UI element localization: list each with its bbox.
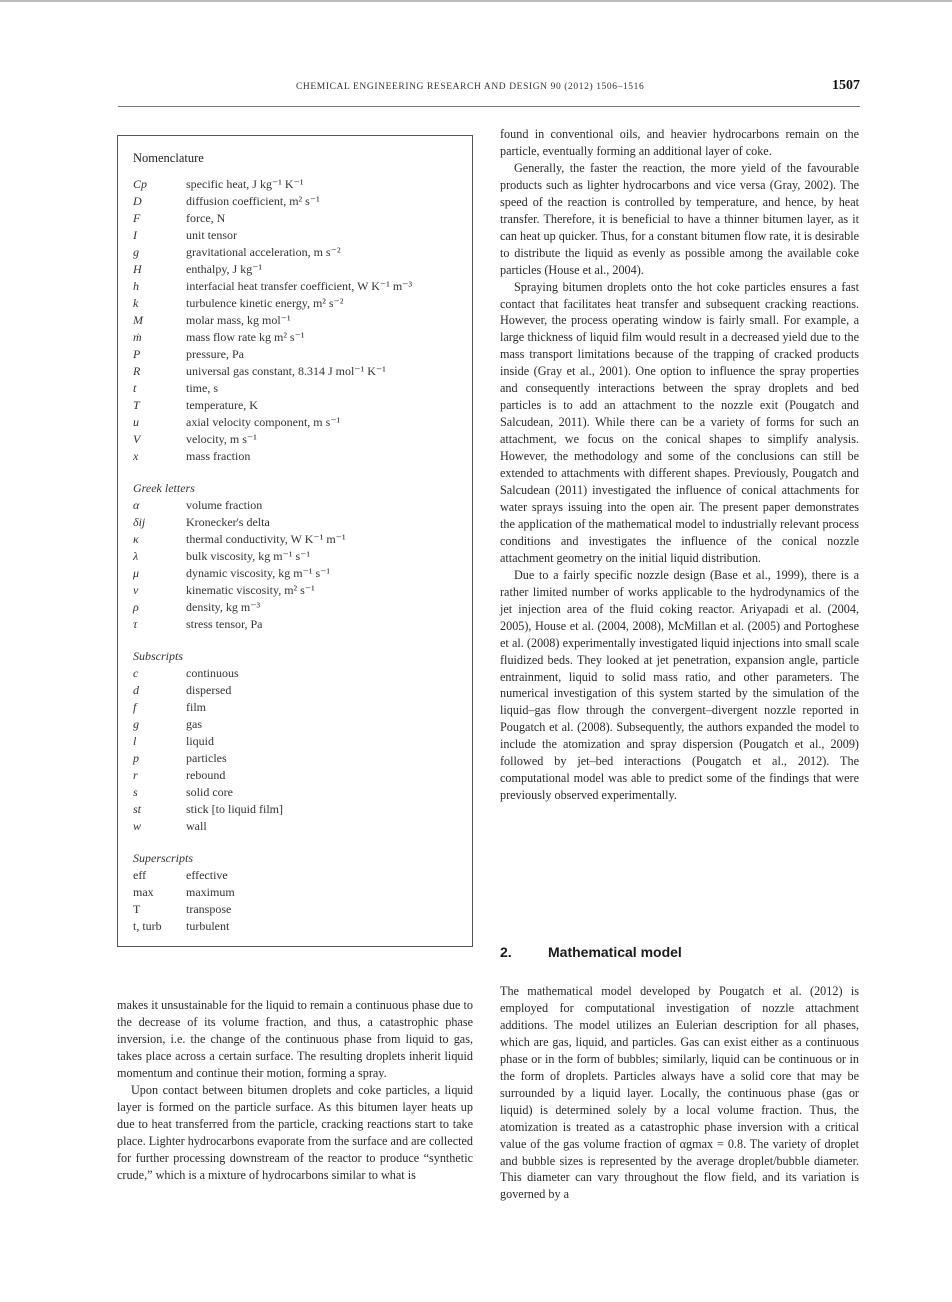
- nomenclature-definition: continuous: [186, 666, 239, 680]
- nomenclature-symbol: κ: [133, 532, 139, 546]
- nomenclature-definition: stick [to liquid film]: [186, 802, 283, 816]
- nomenclature-symbol: δij: [133, 515, 146, 529]
- page-number: 1507: [832, 78, 860, 93]
- nomenclature-definition: mass fraction: [186, 449, 251, 463]
- top-edge-line: [0, 0, 952, 2]
- nomenclature-entry: [118, 716, 472, 733]
- nomenclature-symbol: t: [133, 381, 137, 395]
- nomenclature-entry: [118, 431, 472, 448]
- nomenclature-symbol: w: [133, 819, 142, 833]
- left-column-text: [117, 997, 473, 1183]
- nomenclature-symbol: H: [133, 262, 142, 276]
- nomenclature-symbol: V: [133, 432, 141, 446]
- nomenclature-entry: [118, 565, 472, 582]
- nomenclature-definition: kinematic viscosity, m² s⁻¹: [186, 583, 315, 597]
- nomenclature-entry: [118, 261, 472, 278]
- nomenclature-entry: [118, 918, 472, 935]
- nomenclature-entry: [118, 329, 472, 346]
- nomenclature-entry: [118, 227, 472, 244]
- nomenclature-definition: unit tensor: [186, 228, 237, 242]
- nomenclature-symbol: g: [133, 245, 139, 259]
- nomenclature-definition: time, s: [186, 381, 218, 395]
- nomenclature-entry: [118, 210, 472, 227]
- nomenclature-entry: [118, 176, 472, 193]
- nomenclature-symbol: I: [133, 228, 137, 242]
- body-paragraph: Upon contact between bitumen droplets and coke particles, a liquid layer is formed on the particle surface. As this bitumen layer heats up due to heat transferred from the particle, cracking reactions start to take place. Lighter hydrocarbons evaporate from the surface and are collected for further processing downstream of the reactor to produce “synthetic crude,” which is a mixture of hydrocarbons similar to what is: [117, 1082, 473, 1182]
- nomenclature-definition: solid core: [186, 785, 233, 799]
- nomenclature-symbol: ṁ: [133, 330, 142, 344]
- body-paragraph: Due to a fairly specific nozzle design (Base et al., 1999), there is a rather limited number of works applicable to the hydrodynamics of the jet injection area of the fluid coking reactor. Ariyapadi et al. (2004, 2005), House et al. (2004, 2008), McMillan et al. (2005) and Portoghese et al. (2008) experimentally investigated liquid injections into small scale fluidized beds. They looked at jet penetration, expansion angle, particle entrainment, liquid to solid mass ratio, and other parameters. The numerical investigation of this system started by the simulation of the liquid–gas flow through the convergent–divergent nozzle reported in Pougatch et al. (2008). Subsequently, the authors expanded the model to include the atomization and spray dispersion (Pougatch et al., 2009) followed by jet–bed interactions (Pougatch et al., 2012). The computational model was able to predict some of the findings that were previously observed experimentally.: [500, 567, 859, 803]
- nomenclature-definition: mass flow rate kg m² s⁻¹: [186, 330, 305, 344]
- nomenclature-symbol: r: [133, 768, 138, 782]
- nomenclature-definition: specific heat, J kg⁻¹ K⁻¹: [186, 177, 304, 191]
- nomenclature-symbol: eff: [133, 868, 147, 882]
- nomenclature-symbol: P: [133, 347, 141, 361]
- nomenclature-definition: maximum: [186, 885, 235, 899]
- nomenclature-definition: thermal conductivity, W K⁻¹ m⁻¹: [186, 532, 346, 546]
- nomenclature-entry: [118, 901, 472, 918]
- right-column-text: [500, 126, 859, 804]
- nomenclature-entry: [118, 750, 472, 767]
- nomenclature-definition: liquid: [186, 734, 215, 748]
- nomenclature-entry: [118, 380, 472, 397]
- nomenclature-entry: [118, 278, 472, 295]
- nomenclature-definition: temperature, K: [186, 398, 258, 412]
- nomenclature-symbol: h: [133, 279, 139, 293]
- nomenclature-entry: [118, 733, 472, 750]
- nomenclature-definition: Kronecker's delta: [186, 515, 270, 529]
- nomenclature-definition: axial velocity component, m s⁻¹: [186, 415, 341, 429]
- nomenclature-entry: [118, 616, 472, 633]
- nomenclature-symbol: λ: [133, 549, 139, 563]
- nomenclature-definition: diffusion coefficient, m² s⁻¹: [186, 194, 320, 208]
- nomenclature-symbol: T: [133, 902, 141, 916]
- nomenclature-symbol: D: [133, 194, 142, 208]
- nomenclature-definition: velocity, m s⁻¹: [186, 432, 257, 446]
- nomenclature-definition: transpose: [186, 902, 232, 916]
- nomenclature-symbol: R: [133, 364, 141, 378]
- nomenclature-definition: enthalpy, J kg⁻¹: [186, 262, 263, 276]
- body-paragraph: Generally, the faster the reaction, the more yield of the favourable products such as lighter hydrocarbons and vice versa (Gray, 2002). The speed of the reaction is controlled by temperature, and hence, by heat transfer. Therefore, it is beneficial to have a thinner bitumen layer, as it can heat up quicker. Thus, for a constant bitumen flow rate, it is desirable to distribute the liquid as evenly as possible among the available coke particles (House et al., 2004).: [500, 160, 859, 277]
- running-header: [118, 78, 860, 98]
- nomenclature-entry: [118, 193, 472, 210]
- body-paragraph: Spraying bitumen droplets onto the hot coke particles ensures a fast contact that facilitates heat transfer and subsequent cracking reactions. However, the process operating window is fairly small. For example, a large thickness of liquid film would result in a decreased yield due to the mass transport limitations because of the trapping of cracked products inside (Gray et al., 2001). One option to influence the spray properties and consequently interactions between the spray droplets and bed particles is to add an attachment to the nozzle exit (Pougatch and Salcudean, 2011). While there can be a variety of forms for such an attachment, we focus on the conical shapes to simplify analysis. However, the methodology and some of the conclusions can still be extended to attachments with different shapes. Previously, Pougatch and Salcudean (2011) investigated the influence of conical attachments for water sprays issuing into the open air. The present paper demonstrates the application of the mathematical model to industrially relevant process conditions and investigates the influence of the conical nozzle attachment geometry on the initial liquid distribution.: [500, 279, 859, 565]
- nomenclature-symbol: g: [133, 717, 139, 731]
- nomenclature-definition: pressure, Pa: [186, 347, 244, 361]
- nomenclature-definition: gas: [186, 717, 202, 731]
- nomenclature-symbol: α: [133, 498, 140, 512]
- nomenclature-definition: volume fraction: [186, 498, 263, 512]
- nomenclature-symbol: k: [133, 296, 139, 310]
- nomenclature-symbol: x: [133, 449, 139, 463]
- nomenclature-definition: turbulence kinetic energy, m² s⁻²: [186, 296, 344, 310]
- nomenclature-symbol: d: [133, 683, 139, 697]
- section-title: Mathematical model: [548, 944, 682, 960]
- nomenclature-entry: [118, 363, 472, 380]
- nomenclature-symbol: μ: [133, 566, 140, 580]
- nomenclature-symbol: c: [133, 666, 139, 680]
- section-body: [500, 983, 859, 1203]
- nomenclature-definition: turbulent: [186, 919, 230, 933]
- nomenclature-symbol: l: [133, 734, 137, 748]
- nomenclature-symbol: ν: [133, 583, 139, 597]
- nomenclature-entry: [118, 699, 472, 716]
- nomenclature-definition: particles: [186, 751, 227, 765]
- nomenclature-definition: interfacial heat transfer coefficient, W K⁻¹ m⁻³: [186, 279, 413, 293]
- nomenclature-definition: effective: [186, 868, 228, 882]
- nomenclature-definition: dynamic viscosity, kg m⁻¹ s⁻¹: [186, 566, 331, 580]
- nomenclature-entry: [118, 312, 472, 329]
- header-rule: [118, 106, 860, 107]
- nomenclature-entry: [118, 582, 472, 599]
- nomenclature-entry: [118, 767, 472, 784]
- nomenclature-symbol: s: [133, 785, 138, 799]
- nomenclature-entry: [118, 801, 472, 818]
- superscripts-heading: Superscripts: [133, 851, 193, 865]
- nomenclature-entry: [118, 682, 472, 699]
- nomenclature-symbol: τ: [133, 617, 138, 631]
- nomenclature-entry: [118, 884, 472, 901]
- nomenclature-entry: [118, 244, 472, 261]
- nomenclature-definition: density, kg m⁻³: [186, 600, 261, 614]
- nomenclature-entry: [118, 665, 472, 682]
- greek-heading: Greek letters: [133, 481, 195, 495]
- nomenclature-entry: [118, 346, 472, 363]
- journal-citation: CHEMICAL ENGINEERING RESEARCH AND DESIGN 90 (2012) 1506–1516: [296, 82, 645, 92]
- nomenclature-box: [117, 135, 473, 947]
- nomenclature-symbol: t, turb: [133, 919, 162, 933]
- nomenclature-symbol: Cp: [133, 177, 148, 191]
- nomenclature-symbol: f: [133, 700, 137, 714]
- nomenclature-entry: [118, 784, 472, 801]
- nomenclature-title: Nomenclature: [133, 151, 204, 165]
- nomenclature-definition: universal gas constant, 8.314 J mol⁻¹ K⁻¹: [186, 364, 386, 378]
- nomenclature-entry: [118, 548, 472, 565]
- nomenclature-entry: [118, 867, 472, 884]
- nomenclature-entry: [118, 514, 472, 531]
- nomenclature-definition: rebound: [186, 768, 226, 782]
- nomenclature-symbol: p: [133, 751, 139, 765]
- nomenclature-symbol: ρ: [133, 600, 139, 614]
- nomenclature-symbol: M: [133, 313, 143, 327]
- section-number: 2.: [500, 944, 512, 960]
- nomenclature-symbol: st: [133, 802, 142, 816]
- nomenclature-symbol: max: [133, 885, 154, 899]
- body-paragraph: found in conventional oils, and heavier hydrocarbons remain on the particle, eventually forming an additional layer of coke.: [500, 127, 859, 158]
- nomenclature-definition: dispersed: [186, 683, 232, 697]
- nomenclature-symbol: u: [133, 415, 139, 429]
- body-paragraph: makes it unsustainable for the liquid to remain a continuous phase due to the decrease of its volume fraction, and thus, a catastrophic phase inversion, i.e. the change of the continuous phase from liquid to gas, takes place across a certain surface. The resulting droplets inherit liquid momentum and continue their motion, forming a spray.: [117, 998, 473, 1080]
- nomenclature-symbol: F: [133, 211, 141, 225]
- nomenclature-definition: film: [186, 700, 206, 714]
- nomenclature-entry: [118, 531, 472, 548]
- section-heading: [500, 944, 859, 960]
- nomenclature-entry: [118, 414, 472, 431]
- nomenclature-definition: force, N: [186, 211, 226, 225]
- nomenclature-entry: [118, 497, 472, 514]
- nomenclature-entry: [118, 397, 472, 414]
- subscripts-heading: Subscripts: [133, 649, 184, 663]
- nomenclature-definition: bulk viscosity, kg m⁻¹ s⁻¹: [186, 549, 311, 563]
- nomenclature-definition: wall: [186, 819, 207, 833]
- nomenclature-definition: molar mass, kg mol⁻¹: [186, 313, 291, 327]
- nomenclature-symbol: T: [133, 398, 140, 412]
- nomenclature-entry: [118, 295, 472, 312]
- nomenclature-entry: [118, 448, 472, 465]
- nomenclature-entry: [118, 818, 472, 835]
- section-paragraph: The mathematical model developed by Pougatch et al. (2012) is employed for computational investigation of nozzle attachment additions. The model utilizes an Eulerian description for all phases, which are gas, liquid, and particles. Gas can exist either as a continuous phase or in the form of bubbles; similarly, liquid can be continuous or in the form of droplets. Particles always have a solid core that may be surrounded by a liquid layer. Locally, the continuous phase (gas or liquid) is determined solely by a local volume fraction. Thus, the atomization is treated as a catastrophic phase inversion with a critical value of the gas volume fraction of αgmax = 0.8. The variety of droplet and bubble sizes is represented by the average droplet/bubble diameter. This diameter can vary throughout the flow field, and its variation is governed by a: [500, 984, 859, 1202]
- nomenclature-entry: [118, 599, 472, 616]
- nomenclature-definition: gravitational acceleration, m s⁻²: [186, 245, 341, 259]
- nomenclature-definition: stress tensor, Pa: [186, 617, 263, 631]
